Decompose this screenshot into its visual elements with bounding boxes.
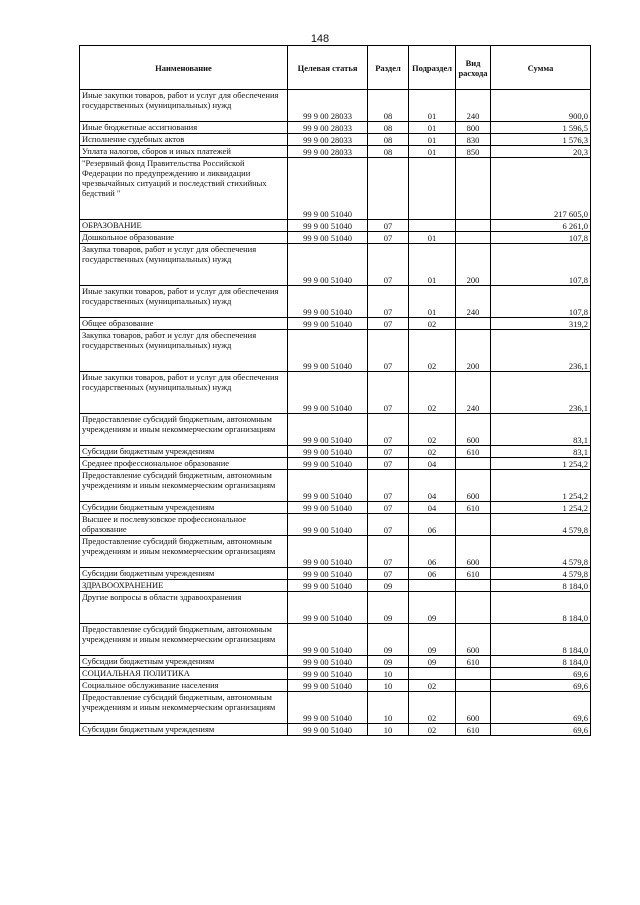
table-body — [80, 90, 591, 736]
cell-section: 08 — [368, 122, 409, 134]
table-row — [80, 724, 591, 736]
cell-article: 99 9 00 28033 — [288, 90, 368, 122]
cell-article: 99 9 00 51040 — [288, 692, 368, 724]
cell-sum: 4 579,8 — [491, 514, 591, 536]
cell-name: Иные закупки товаров, работ и услуг для обеспечения государственных (муниципальных) нужд — [80, 286, 288, 318]
header-type: Вид расхода — [456, 46, 491, 90]
table-row — [80, 446, 591, 458]
cell-subsection: 01 — [409, 286, 456, 318]
cell-section: 07 — [368, 502, 409, 514]
cell-type: 240 — [456, 286, 491, 318]
cell-name: Предоставление субсидий бюджетным, автономным учреждениям и иным некоммерческим организациям — [80, 536, 288, 568]
cell-subsection: 04 — [409, 458, 456, 470]
cell-subsection — [409, 668, 456, 680]
table-row — [80, 244, 591, 286]
cell-subsection: 06 — [409, 536, 456, 568]
cell-sum: 69,6 — [491, 692, 591, 724]
cell-article: 99 9 00 51040 — [288, 624, 368, 656]
cell-sum: 319,2 — [491, 318, 591, 330]
cell-section: 07 — [368, 458, 409, 470]
cell-name: Предоставление субсидий бюджетным, автономным учреждениям и иным некоммерческим организациям — [80, 624, 288, 656]
table-row — [80, 502, 591, 514]
table-row — [80, 134, 591, 146]
cell-sum: 217 605,0 — [491, 158, 591, 220]
cell-type — [456, 220, 491, 232]
cell-type: 240 — [456, 90, 491, 122]
cell-section: 07 — [368, 286, 409, 318]
table-row — [80, 330, 591, 372]
cell-section: 09 — [368, 580, 409, 592]
header-section: Раздел — [368, 46, 409, 90]
cell-subsection: 01 — [409, 90, 456, 122]
cell-article: 99 9 00 51040 — [288, 568, 368, 580]
table-row — [80, 624, 591, 656]
cell-type: 830 — [456, 134, 491, 146]
cell-article: 99 9 00 51040 — [288, 536, 368, 568]
cell-name: Закупка товаров, работ и услуг для обеспечения государственных (муниципальных) нужд — [80, 330, 288, 372]
table-row — [80, 656, 591, 668]
cell-subsection: 01 — [409, 232, 456, 244]
cell-article: 99 9 00 51040 — [288, 286, 368, 318]
cell-subsection — [409, 220, 456, 232]
cell-section: 08 — [368, 90, 409, 122]
cell-section: 09 — [368, 592, 409, 624]
table-row — [80, 158, 591, 220]
cell-name: ЗДРАВООХРАНЕНИЕ — [80, 580, 288, 592]
cell-type: 200 — [456, 330, 491, 372]
header-row — [80, 46, 591, 90]
table-row — [80, 536, 591, 568]
table-row — [80, 458, 591, 470]
cell-name: Иные закупки товаров, работ и услуг для обеспечения государственных (муниципальных) нужд — [80, 372, 288, 414]
cell-sum: 8 184,0 — [491, 592, 591, 624]
table-row — [80, 592, 591, 624]
cell-sum: 83,1 — [491, 414, 591, 446]
page-number: 148 — [310, 33, 330, 45]
cell-subsection: 09 — [409, 656, 456, 668]
cell-sum: 236,1 — [491, 372, 591, 414]
cell-name: Другие вопросы в области здравоохранения — [80, 592, 288, 624]
cell-type: 600 — [456, 470, 491, 502]
table-row — [80, 286, 591, 318]
cell-name: Высшее и послевузовское профессиональное образование — [80, 514, 288, 536]
cell-subsection: 04 — [409, 502, 456, 514]
cell-section: 07 — [368, 414, 409, 446]
cell-name: Иные закупки товаров, работ и услуг для обеспечения государственных (муниципальных) нужд — [80, 90, 288, 122]
cell-article: 99 9 00 51040 — [288, 318, 368, 330]
cell-name: "Резервный фонд Правительства Российской Федерации по предупреждению и ликвидации чрезвычайных ситуаций и последствий стихийных бедствий " — [80, 158, 288, 220]
cell-sum: 1 254,2 — [491, 502, 591, 514]
table-row — [80, 680, 591, 692]
cell-section: 08 — [368, 134, 409, 146]
cell-type: 240 — [456, 372, 491, 414]
cell-sum: 8 184,0 — [491, 624, 591, 656]
cell-type — [456, 680, 491, 692]
cell-name: Субсидии бюджетным учреждениям — [80, 724, 288, 736]
cell-subsection: 06 — [409, 514, 456, 536]
cell-name: Среднее профессиональное образование — [80, 458, 288, 470]
table-row — [80, 414, 591, 446]
cell-sum: 1 254,2 — [491, 470, 591, 502]
cell-type: 850 — [456, 146, 491, 158]
cell-article: 99 9 00 51040 — [288, 232, 368, 244]
table-row — [80, 122, 591, 134]
cell-subsection: 02 — [409, 330, 456, 372]
cell-section — [368, 158, 409, 220]
cell-subsection: 02 — [409, 680, 456, 692]
cell-subsection: 09 — [409, 592, 456, 624]
cell-name: Социальное обслуживание населения — [80, 680, 288, 692]
cell-name: Субсидии бюджетным учреждениям — [80, 502, 288, 514]
cell-article: 99 9 00 51040 — [288, 470, 368, 502]
table-row — [80, 318, 591, 330]
cell-sum: 8 184,0 — [491, 580, 591, 592]
table-row — [80, 90, 591, 122]
cell-subsection: 02 — [409, 692, 456, 724]
cell-type: 610 — [456, 568, 491, 580]
cell-subsection: 02 — [409, 414, 456, 446]
cell-subsection: 02 — [409, 318, 456, 330]
cell-section: 10 — [368, 680, 409, 692]
cell-sum: 107,8 — [491, 244, 591, 286]
cell-sum: 107,8 — [491, 286, 591, 318]
cell-name: Предоставление субсидий бюджетным, автономным учреждениям и иным некоммерческим организациям — [80, 470, 288, 502]
cell-sum: 107,8 — [491, 232, 591, 244]
cell-sum: 69,6 — [491, 724, 591, 736]
cell-sum: 83,1 — [491, 446, 591, 458]
cell-type — [456, 318, 491, 330]
cell-sum: 6 261,0 — [491, 220, 591, 232]
cell-section: 07 — [368, 372, 409, 414]
cell-article: 99 9 00 51040 — [288, 592, 368, 624]
cell-sum: 8 184,0 — [491, 656, 591, 668]
cell-type — [456, 158, 491, 220]
cell-section: 07 — [368, 568, 409, 580]
header-sum: Сумма — [491, 46, 591, 90]
cell-type: 600 — [456, 414, 491, 446]
cell-name: Общее образование — [80, 318, 288, 330]
cell-article: 99 9 00 51040 — [288, 220, 368, 232]
table-row — [80, 220, 591, 232]
table-row — [80, 372, 591, 414]
cell-section: 08 — [368, 146, 409, 158]
cell-type — [456, 580, 491, 592]
cell-section: 09 — [368, 656, 409, 668]
cell-section: 07 — [368, 330, 409, 372]
table-row — [80, 568, 591, 580]
table-row — [80, 470, 591, 502]
cell-type — [456, 458, 491, 470]
cell-subsection: 02 — [409, 372, 456, 414]
cell-type — [456, 668, 491, 680]
cell-section: 07 — [368, 318, 409, 330]
cell-type: 610 — [456, 502, 491, 514]
cell-section: 10 — [368, 692, 409, 724]
cell-section: 10 — [368, 668, 409, 680]
cell-type: 600 — [456, 536, 491, 568]
cell-sum: 1 254,2 — [491, 458, 591, 470]
cell-subsection: 02 — [409, 724, 456, 736]
table-row — [80, 692, 591, 724]
cell-section: 07 — [368, 446, 409, 458]
cell-name: Субсидии бюджетным учреждениям — [80, 656, 288, 668]
table-row — [80, 232, 591, 244]
cell-name: Исполнение судебных актов — [80, 134, 288, 146]
cell-article: 99 9 00 51040 — [288, 514, 368, 536]
cell-sum: 1 576,3 — [491, 134, 591, 146]
header-subsection: Подраздел — [409, 46, 456, 90]
cell-article: 99 9 00 51040 — [288, 668, 368, 680]
cell-article: 99 9 00 28033 — [288, 146, 368, 158]
cell-section: 07 — [368, 220, 409, 232]
cell-subsection — [409, 158, 456, 220]
table-row — [80, 146, 591, 158]
cell-name: Субсидии бюджетным учреждениям — [80, 446, 288, 458]
header-article: Целевая статья — [288, 46, 368, 90]
cell-subsection: 09 — [409, 624, 456, 656]
cell-subsection: 01 — [409, 122, 456, 134]
cell-article: 99 9 00 51040 — [288, 244, 368, 286]
cell-name: СОЦИАЛЬНАЯ ПОЛИТИКА — [80, 668, 288, 680]
cell-type — [456, 592, 491, 624]
cell-subsection: 06 — [409, 568, 456, 580]
cell-article: 99 9 00 51040 — [288, 372, 368, 414]
cell-article: 99 9 00 51040 — [288, 446, 368, 458]
cell-article: 99 9 00 51040 — [288, 580, 368, 592]
cell-section: 07 — [368, 514, 409, 536]
cell-name: Закупка товаров, работ и услуг для обеспечения государственных (муниципальных) нужд — [80, 244, 288, 286]
cell-type: 800 — [456, 122, 491, 134]
cell-article: 99 9 00 51040 — [288, 330, 368, 372]
cell-sum: 69,6 — [491, 680, 591, 692]
table-row — [80, 580, 591, 592]
cell-section: 07 — [368, 536, 409, 568]
cell-name: Иные бюджетные ассигнования — [80, 122, 288, 134]
cell-name: Уплата налогов, сборов и иных платежей — [80, 146, 288, 158]
cell-type: 610 — [456, 446, 491, 458]
cell-type — [456, 514, 491, 536]
cell-sum: 900,0 — [491, 90, 591, 122]
cell-section: 07 — [368, 470, 409, 502]
cell-article: 99 9 00 51040 — [288, 656, 368, 668]
cell-subsection: 01 — [409, 146, 456, 158]
cell-article: 99 9 00 28033 — [288, 134, 368, 146]
cell-type — [456, 232, 491, 244]
cell-type: 600 — [456, 624, 491, 656]
cell-section: 07 — [368, 232, 409, 244]
cell-type: 610 — [456, 656, 491, 668]
cell-article: 99 9 00 51040 — [288, 502, 368, 514]
cell-name: Субсидии бюджетным учреждениям — [80, 568, 288, 580]
cell-article: 99 9 00 28033 — [288, 122, 368, 134]
cell-article: 99 9 00 51040 — [288, 158, 368, 220]
cell-sum: 69,6 — [491, 668, 591, 680]
cell-subsection: 01 — [409, 244, 456, 286]
table-row — [80, 514, 591, 536]
budget-table — [79, 45, 591, 736]
cell-subsection: 02 — [409, 446, 456, 458]
cell-name: Предоставление субсидий бюджетным, автономным учреждениям и иным некоммерческим организациям — [80, 692, 288, 724]
cell-article: 99 9 00 51040 — [288, 724, 368, 736]
cell-name: ОБРАЗОВАНИЕ — [80, 220, 288, 232]
cell-article: 99 9 00 51040 — [288, 414, 368, 446]
cell-name: Дошкольное образование — [80, 232, 288, 244]
cell-sum: 236,1 — [491, 330, 591, 372]
cell-type: 600 — [456, 692, 491, 724]
cell-sum: 20,3 — [491, 146, 591, 158]
cell-subsection: 01 — [409, 134, 456, 146]
header-name: Наименование — [80, 46, 288, 90]
cell-section: 07 — [368, 244, 409, 286]
cell-type: 610 — [456, 724, 491, 736]
cell-name: Предоставление субсидий бюджетным, автономным учреждениям и иным некоммерческим организациям — [80, 414, 288, 446]
cell-section: 10 — [368, 724, 409, 736]
cell-article: 99 9 00 51040 — [288, 458, 368, 470]
cell-section: 09 — [368, 624, 409, 656]
cell-subsection — [409, 580, 456, 592]
cell-subsection: 04 — [409, 470, 456, 502]
cell-sum: 1 596,5 — [491, 122, 591, 134]
cell-sum: 4 579,8 — [491, 568, 591, 580]
table-row — [80, 668, 591, 680]
cell-type: 200 — [456, 244, 491, 286]
cell-article: 99 9 00 51040 — [288, 680, 368, 692]
cell-sum: 4 579,8 — [491, 536, 591, 568]
